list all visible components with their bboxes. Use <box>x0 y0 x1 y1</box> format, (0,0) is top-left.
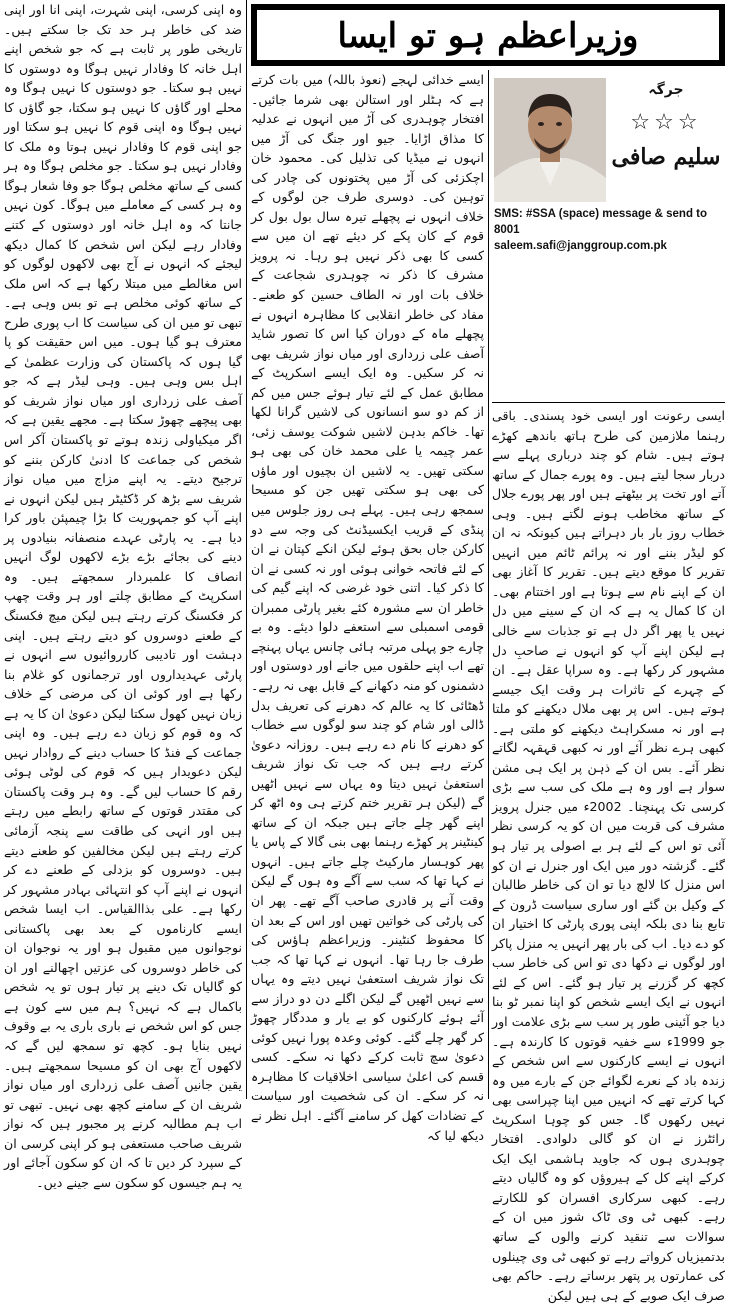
stars-icon: ☆☆☆ <box>630 110 702 135</box>
article-text-left: وہ اپنی کرسی، اپنی شہرت، اپنی انا اور اپنی ضد کی خاطر ہر حد تک جا سکتے ہیں۔ تاریخی طور پر ثابت ہے کہ جو شخص اپنے اہل خانہ کا وفادار نہیں ہوگا وہ دوستوں کا نہیں ہو سکتا۔ جو دوستوں کا نہیں ہوگا وہ محلے اور گاؤں کا نہیں ہو سکتا، جو گاؤں کا نہیں ہوگا وہ اپنی قوم کا نہیں ہو سکتا اور جو اپنی قوم کا وفادار نہیں ہوتا وہ ملک کا وفادار نہیں ہو سکتا۔ جو مخلص ہوگا وہ ہر کسی کے ساتھ مخلص ہوگا جو وفا شعار ہوگا وہ ہر کسی کے معاملے میں ہوگا۔ کون نہیں جانتا کہ وہ اہل خانہ اور دوستوں کے کتنے وفادار رہے لیکن اس شخص کا کمال دیکھ لیجئے کہ انہوں نے آج بھی لاکھوں لوگوں کو اس مغالطے میں مبتلا رکھا ہے کہ اس ملک کے ساتھ کوئی مخلص ہے تو بس وہی ہے۔ تبھی تو میں ان کی سیاست کا اب پوری طرح معترف ہو گیا ہوں۔ میں اس حقیقت کو پا گیا ہوں کہ پاکستان کی وزارت عظمیٰ کے اہل بس وہی ہیں۔ وہی لیڈر ہے کہ جو آصف علی زرداری اور میاں نواز شریف کو بھی پیچھے چھوڑ سکتا ہے۔ مجھے یقین ہے کہ اگر میکیاولی زندہ ہوتے تو پاکستان آکر اس شخص کی جماعت کا ادنیٰ کارکن بننے کو ترجیح دیتے۔ یہ اپنے مزاج میں میاں نواز شریف سے بڑھ کر ڈکٹیٹر ہیں لیکن انہوں نے اپنے آپ کو جمہوریت کا بڑا چیمپئن باور کرا دیا ہے۔ یہ پارٹی عہدے منصفانہ بنیادوں پر دینے کی بجائے بڑے بڑے لاکھوں لوگ انہیں انصاف کا علمبردار سمجھتے ہیں۔ وہ اسکرپٹ کے مطابق چلتے اور ہر وقت چھپ کر فکسنگ کرتے رہتے ہیں لیکن میچ فکسنگ کے طعنے دوسروں کو دیتے رہتے ہیں۔ اپنی دہشت اور تادیبی کارروائیوں سے انہوں نے پارٹی عہدیداروں اور ترجمانوں کو غلام بنا رکھا ہے اور کوئی ان کی مرضی کے خلاف زبان نہیں کھول سکتا لیکن دعویٰ ان کا یہ ہے کہ وہ قوم کو زبان دے رہے ہیں۔ وہ اپنی جماعت کے فنڈ کا حساب دینے کے روادار نہیں لیکن دعویدار ہیں کہ قوم کی لوٹی ہوئی رقم کا حساب لیں گے۔ وہ ہر وقت پاکستان کی مقتدر قوتوں کے ساتھ رابطے میں رہتے ہیں اور انہی کی طاقت سے پنجہ آزمائی کرتے رہتے ہیں لیکن مخالفین کو طعنے دیتے ہیں۔ دوسروں کو بزدلی کے طعنے دے کر انہوں نے اپنے آپ کو انتہائی بہادر مشہور کر رکھا ہے۔ علی بذاالقیاس۔ اب ایسا شخص ایسے کارناموں کے بعد بھی پاکستانی نوجوانوں میں مقبول ہو اور یہ نوجوان ان کی خاطر دوسروں کی عزتیں اچھالنے اور ان کو گالیاں تک دینے پر تیار ہوں تو یہ شخص باکمال ہے کہ نہیں؟ ہم میں سے کون ہے جس کو اس شخص نے باری باری یہ بے وقوف نہیں بنایا ہو۔ کچھ تو سمجھ لیں گے کہ لاکھوں آج بھی ان کو مسیحا سمجھتے ہیں۔ یقین جانیں آصف علی زرداری اور میاں نواز شریف ان کے سامنے کچھ بھی نہیں۔ تبھی تو اب ہم مطالبہ کرنے پر مجبور ہیں کہ نواز شریف صاحب مستعفی ہو کر اپنی کرسی ان کے سپرد کر دیں تا کہ ان کو سکون آجائے اور یہ ہم جیسوں کو سکون سے جینے دیں۔ <box>4 2 242 1190</box>
article-text-middle: ایسے خدائی لہجے (نعوذ باللہ) میں بات کرتے ہے کہ ہٹلر اور استالن بھی شرما جائیں۔ افتخار چوہدری کی آڑ میں انہوں نے عدلیہ کا مذاق اڑایا۔ جیو اور جنگ کی آڑ میں انہوں نے میڈیا کی تذلیل کی۔ محمود خان اچکزئی کی آڑ میں پختونوں کی چادر کی توہین کی۔ دوسری طرف جن لوگوں کے خلاف انہوں نے پچھلے تیرہ سال بول بول کر قوم کے کان پکے کر دیئے تھے ان میں سے کسی کا بھی ذکر نہیں ہو رہا۔ نہ پرویز مشرف کا ذکر نہ چوہدری شجاعت کے خلاف بات اور نہ الطاف حسین کو طعنے۔ مفاد کی خاطر انقلابی کا مظاہرہ انہوں نے پچھلے ماہ کے دوران کیا اس کا تصور شاید آصف علی زرداری اور میاں نواز شریف بھی نہ کر سکیں۔ وہ ایک ایسے اسکرپٹ کے مطابق عمل کے لئے تیار ہوئے جس میں کم از کم دو سو انسانوں کی لاشیں گرانا لکھا تھا۔ خاکم بدہن لاشیں شوکت یوسف زئی، عمر چیمہ یا علی محمد خان کی بھی ہو سکتی تھیں۔ یہ لاشیں ان بچیوں اور ماؤں کی بھی ہو سکتی تھیں جن کو مسیحا سمجھ رہی ہیں۔ پہلے ہی روز جلوس میں پنڈی کے قریب ایکسیڈنٹ کی وجہ سے دو کارکن جاں بحق ہوئے لیکن انکے کپتان نے ان کے لئے فاتحہ خوانی ہوئی اور نہ کسی نے ان کا ذکر کیا۔ اتنی خود غرضی کہ اپنے گیم کی خاطر ان سے مشورہ کئے بغیر پارٹی ممبران قومی اسمبلی سے استعفے دلوا دیئے۔ وہ بے چارے جو پہلی مرتبہ ہائی چانس یہاں پہنچے تھے اب اپنے حلقوں میں جانے اور دوستوں اور دشمنوں کو منہ دکھانے کے قابل بھی نہ رہے۔ ڈھٹائی کا یہ عالم کہ دھرنے کی تعریف بدل ڈالی اور شام کو چند سو لوگوں سے خطاب کو دھرنے کا نام دے رہے ہیں۔ روزانہ دعویٰ کرتے رہے ہیں کہ جب تک نواز شریف استعفیٰ نہیں دیتا وہ یہاں سے نہیں اٹھیں گے (لیکن ہر تقریر ختم کرتے ہی وہ اٹھ کر اپنے گھر چلے جاتے ہیں جبکہ ان کے ساتھ کینٹینر پر کھڑے رہنما بھی بنی گالا کے پاس یا پھر کوہسار مارکیٹ چلے جاتے ہیں۔ انہوں نے کہا تھا کہ سب سے آگے وہ ہوں گے لیکن وقت آنے پر قادری صاحب آگے تھے۔ پھر ان کی پارٹی کی خواتین تھیں اور اس کے بعد ان کا محفوظ کنٹینر۔ وزیراعظم ہاؤس کی طرف جا رہا تھا۔ انہوں نے کہا تھا کہ جب تک نواز شریف استعفیٰ نہیں دیتے وہ یہاں سے نہیں اٹھیں گے لیکن اگلے دن دو دراز سے آئے ہوئے کارکنوں کو بے یار و مددگار چھوڑ کر گھر چلے گئے۔ کوئی وعدہ پورا نہیں کوئی دعویٰ سچ ثابت کرکے دکھا نہ سکے۔ کسی قسم کی اعلیٰ سیاسی اخلاقیات کا مظاہرہ نہ کر سکے۔ ان کی شخصیت اور سیاست کے تضادات کھل کر سامنے آگئے۔ اہل نظر نے دیکھ لیا کہ <box>251 72 484 1143</box>
author-name: سلیم صافی <box>611 144 721 170</box>
author-email: saleem.safi@janggroup.com.pk <box>494 240 667 252</box>
article-column-right <box>492 406 725 1303</box>
column-series-name: جرگہ <box>648 82 684 98</box>
column-title-frame <box>257 10 719 60</box>
column-title-banner <box>251 4 725 66</box>
article-text-right: ایسی رعونت اور ایسی خود پسندی۔ باقی رہنما ملازمین کی طرح ہاتھ باندھے کھڑے ہوتے ہیں۔ شام کو چند درباری پہلے سے دربار سجا لیتے ہیں۔ وہ پورے جمال کے ساتھ آتے اور تخت پر بیٹھتے ہیں اور پھر پورے جلال کے ساتھ مخاطب ہونے لگتے ہیں۔ وہی خطاب روز بار بار دہراتے ہیں کیونکہ نہ ان کو لیڈر بننے اور نہ پرائم ٹائم میں انہیں تقریر کا موقع دیتے ہیں۔ تقریر کا آغاز بھی ان کے اپنے نام سے ہوتا ہے اور اختتام بھی۔ ان کا کمال یہ ہے کہ ان کے سینے میں دل نہیں یا پھر اگر دل ہے تو جذبات سے خالی ہے لیکن اپنے آپ کو انہوں نے صاحبِ دل مشہور کر رکھا ہے۔ وہ سراپا عقل ہے۔ ان کے چہرے کے تاثرات ہر وقت ایک جیسے ہوتے ہیں۔ اس پر بھی ملال دیکھنے کو ملتا ہے اور نہ مسکراہٹ دیکھنے کو ملتی ہے۔ کبھی ہرے نظر آئے اور نہ کبھی قہقہہ لگاتے نظر آئے۔ بس ان کے ذہن پر ایک ہی مشن سوار ہے اور وہ ہے ملک کی سب سے بڑی کرسی تک پہنچنا۔ 2002ء میں جنرل پرویز مشرف کی قربت میں ان کو یہ کرسی نظر آئی تو اس کے لئے ہر بے اصولی پر تیار ہو گئے۔ گزشتہ دور میں ایک اور جنرل نے ان کو اس منزل کا لالچ دیا تو ان کی خاطر طالبان کے وکیل بن گئے اور ساری سیاست ڈرون کے تابع بنا دی بلکہ اپنی پوری پارٹی کا اختیار ان کو دے دیا۔ اب کی بار پھر انہیں یہ منزل پاکر اور لوگوں نے دکھا دی تو اس کی خاطر سب کچھ کر گزرنے پر تیار ہو گئے۔ اس کے لئے انہوں نے ایک ایسے شخص کو اپنا نمبر ٹو بنا دیا جو آئینی طور پر سب سے بڑی علامت اور جو 1999ء سے خفیہ قوتوں کا کارندہ ہے۔ انہوں نے ایسے کارکنوں سے اس شخص کے زندہ باد کے نعرے لگوائے جن کے بارے میں وہ کہا کرتے تھے کہ انہیں میں اپنا چپراسی بھی نہیں رکھوں گا۔ جس کو چوہا اسکرپٹ رائٹرز نے ان کو گالی دلوادی۔ افتخار چوہدری ہوں کہ جاوید ہاشمی ایک ایک کرکے اپنے کل کے ہیروؤں کو وہ گالیاں دیتے رہے۔ کبھی سرکاری افسران کو للکارتے رہے۔ کبھی ٹی وی ٹاک شوز میں ان کے سوالات سے تنقید کرنے والوں کے ساتھ بدتمیزیاں کرواتے رہے تو کبھی ٹی وی چینلوں کی عمارتوں پر پتھر برساتے رہے۔ حاکم بھی صرف ایک صوبے کے ہی ہیں لیکن <box>492 408 725 1303</box>
author-contact <box>494 206 724 254</box>
author-photo <box>494 78 606 202</box>
sms-contact: SMS: #SSA (space) message & send to 8001 <box>494 208 708 236</box>
column-divider-left <box>246 0 247 1099</box>
byline-divider <box>492 402 725 403</box>
column-divider-right <box>488 70 489 1099</box>
author-portrait-image <box>494 78 606 202</box>
column-title: وزیراعظم ہو تو ایسا <box>337 15 639 56</box>
article-column-middle <box>251 70 484 1143</box>
article-column-left <box>4 0 242 1190</box>
byline-box <box>492 72 725 402</box>
